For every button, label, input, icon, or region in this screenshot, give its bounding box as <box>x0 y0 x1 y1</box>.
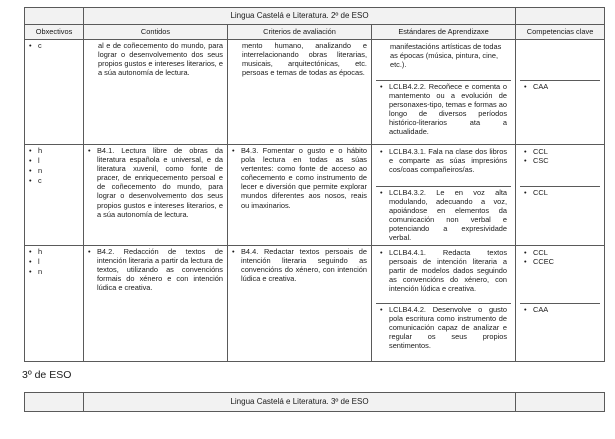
standard-item: • LCLB4.4.2. Desenvolve o gusto pola escritura como instrumento de comunicación capaz de analizar e regular os seus propios sentimentos. <box>376 303 511 351</box>
curriculum-table-2eso <box>24 7 605 362</box>
competency-list: • CCL • CCEC <box>524 247 554 266</box>
table-row <box>25 245 605 361</box>
objectives-cell: • h • l • n • c <box>25 145 84 246</box>
standard-item: • LCLB4.3.1. Fala na clase dos libros e comparte as súas impresións cos/coas compañeiros/as. <box>380 147 508 175</box>
table-title-row <box>25 393 605 412</box>
standard-item: • LCLB4.2.2. Recoñece e comenta o mantemento ou a evolución de personaxes-tipo, temas e formas ao longo de diversos períodos histórico-literarios ata a actualidade. <box>376 80 511 138</box>
competency-list: • CAA <box>520 80 600 92</box>
competency-list: • CCL <box>520 186 600 198</box>
criteria-cell: • B4.3. Fomentar o gusto e o hábito pola lectura en todas as súas vertentes: como fonte de acceso ao coñecemento e como instrumento de lecer e diversión que permite explorar mundos diferentes aos nosos, reais ou imaxinarios. <box>228 145 372 246</box>
competencies-cell <box>516 40 605 145</box>
header-standards: Estándares de Aprendizaxe <box>372 25 516 40</box>
header-contents: Contidos <box>84 25 228 40</box>
table-title: Lingua Castelá e Literatura. 2º de ESO <box>84 8 516 25</box>
content-cell: al e de coñecemento do mundo, para lograr o desenvolvemento dos seus propios gustos e intereses literarios, e a súa autonomía de lectura. <box>84 40 228 145</box>
section-heading: 3º de ESO <box>22 369 72 381</box>
header-objectives: Obxectivos <box>25 25 84 40</box>
table-title: Lingua Castelá e Literatura. 3º de ESO <box>84 393 516 412</box>
objectives-cell: • h • l • n <box>25 245 84 361</box>
header-row <box>25 25 605 40</box>
criteria-cell: • B4.4. Redactar textos persoais de intención literaria seguindo as convencións do xénero, con intención lúdica e creativa. <box>228 245 372 361</box>
header-criteria: Criterios de avaliación <box>228 25 372 40</box>
table-row <box>25 40 605 145</box>
content-cell: • B4.2. Redacción de textos de intención literaria a partir da lectura de textos, utilizando as convencións formais do xénero e con intención lúdica e creativa. <box>84 245 228 361</box>
competency-list: • CCL • CSC <box>524 147 549 166</box>
objectives-cell: • c <box>25 40 84 145</box>
table-title-row <box>25 8 605 25</box>
criteria-cell: mento humano, analizando e interrelacionando obras literarias, musicais, arquitectónicas, etc. persoas e temas de todas as épocas. <box>228 40 372 145</box>
competencies-cell <box>516 145 605 246</box>
standard-item: • LCLB4.4.1. Redacta textos persoais de intención literaria a partir de modelos dados seguindo as convencións do xénero, con intención lúdica e creativa. <box>380 247 508 293</box>
standards-cell <box>372 245 516 361</box>
table-row <box>25 145 605 246</box>
standard-item: • LCLB4.3.2. Le en voz alta modulando, adecuando a voz, apoiándose en elementos da comunicación non verbal e potenciando a expresividade verbal. <box>376 186 511 244</box>
competencies-cell <box>516 245 605 361</box>
content-cell: • B4.1. Lectura libre de obras da literatura española e universal, e da literatura xuvenil, como fonte de pracer, de enriquecemento persoal e de coñecemento do mundo, para lograr o desenvolvemento dos seus propios gustos e intereses literarios, e a súa autonomía de lectura. <box>84 145 228 246</box>
standards-cell <box>372 145 516 246</box>
curriculum-table-3eso <box>24 392 605 412</box>
standard-item: manifestacións artísticas de todas as épocas (música, pintura, cine, etc.). <box>390 42 502 70</box>
standards-cell <box>372 40 516 145</box>
competency-list: • CAA <box>520 303 600 315</box>
header-competencies: Competencias clave <box>516 25 605 40</box>
